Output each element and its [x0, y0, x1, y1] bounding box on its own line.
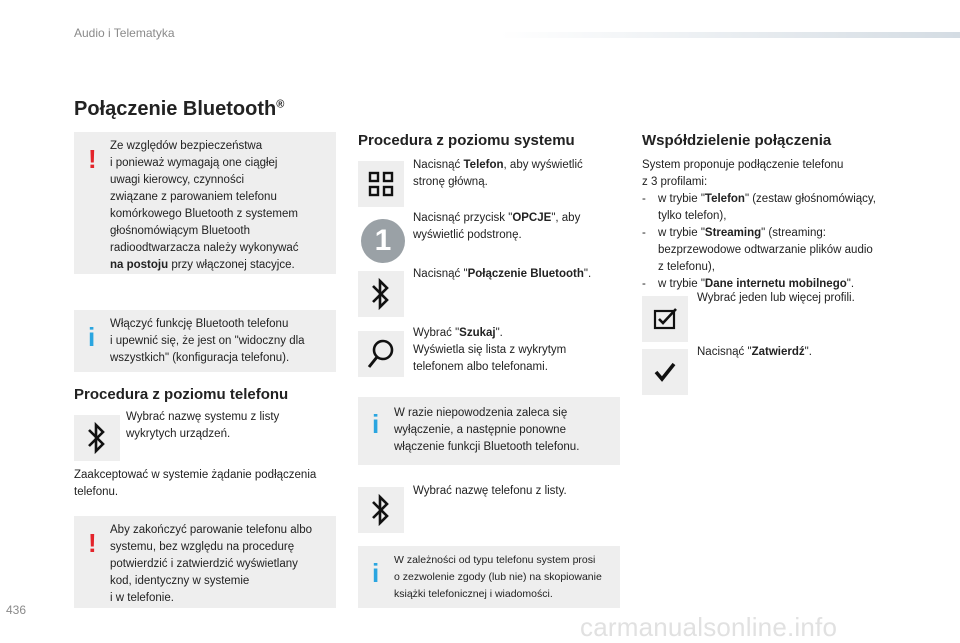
info-text-failure: W razie niepowodzenia zaleca się wyłączenie, a następnie ponowne włączenie funkcji Bluetooth telefonu. — [394, 407, 580, 453]
heading-connection-sharing: Współdzielenie połączenia — [642, 132, 832, 149]
right-step-choose-profiles: Wybrać jeden lub więcej profili. — [697, 292, 855, 304]
heading-system-procedure: Procedura z poziomu systemu — [358, 132, 575, 149]
warning-icon: ! — [88, 528, 97, 558]
system-step-search: Wybrać "Szukaj". Wyświetla się lista z wykrytym telefonem albo telefonami. — [413, 327, 567, 373]
checkmark-icon — [653, 361, 677, 383]
phone-step-accept-request: Zaakceptować w systemie żądanie podłączenia telefonu. — [74, 469, 317, 498]
profile-item-telephone: - w trybie "Telefon" (zestaw głośnomówiący, tylko telefon), — [642, 193, 877, 222]
section-header: Audio i Telematyka — [74, 26, 175, 40]
info-box-failure — [358, 397, 620, 465]
system-step-bluetooth-connection: Nacisnąć "Połączenie Bluetooth". — [413, 268, 592, 280]
warning-icon: ! — [88, 144, 97, 174]
search-icon — [366, 338, 396, 370]
heading-phone-procedure: Procedura z poziomu telefonu — [74, 386, 289, 403]
bluetooth-icon — [370, 493, 392, 527]
system-step-options: Nacisnąć przycisk "OPCJE", aby wyświetlić podstronę. — [413, 212, 581, 241]
step-number-badge: 1 — [361, 219, 405, 263]
warning-box-pairing-code — [74, 516, 336, 608]
right-step-confirm: Nacisnąć "Zatwierdź". — [697, 346, 812, 358]
system-step-select-phone: Wybrać nazwę telefonu z listy. — [413, 485, 567, 497]
info-text-enable-bluetooth: Włączyć funkcję Bluetooth telefonu i upewnić się, że jest on "widoczny dla wszystkich" (konfiguracja telefonu). — [110, 318, 305, 364]
bluetooth-tile — [358, 487, 404, 533]
warning-text-safety: Ze względów bezpieczeństwa i ponieważ wymagają one ciągłej uwagi kierowcy, czynności związane z parowaniem telefonu komórkowego Bluetooth z systemem głośnomówiącym Bluetooth radioodtwarzacza należy wykonywać na postoju przy włączonej stacyjce. — [110, 140, 299, 271]
system-step-telephone: Nacisnąć Telefon, aby wyświetlić stronę główną. — [413, 159, 583, 188]
profile-item-mobile-data: - w trybie "Dane internetu mobilnego". — [642, 278, 855, 290]
grid-icon — [368, 171, 394, 197]
profile-item-streaming: - w trybie "Streaming" (streaming: bezprzewodowe odtwarzanie plików audio z telefonu), — [642, 227, 873, 273]
phone-step-select-system: Wybrać nazwę systemu z listy wykrytych urządzeń. — [126, 411, 280, 440]
profiles-description: System proponuje podłączenie telefonu z 3 profilami: - w trybie "Telefon" (zestaw głośnomówiący, tylko telefon), - w trybie "Streaming" (streaming: bezprzewodowe odtwarzanie plików audio z telefonu), - w trybie "Dane internetu mobilnego". — [642, 157, 942, 293]
bluetooth-icon — [370, 277, 392, 311]
page-title: Połączenie Bluetooth® — [74, 98, 285, 120]
checkbox-list-icon — [652, 306, 678, 332]
confirm-tile — [642, 349, 688, 395]
watermark: carmanualsonline.info — [580, 612, 838, 642]
page-number: 436 — [6, 603, 27, 617]
telephone-menu-tile — [358, 161, 404, 207]
profile-select-tile — [642, 296, 688, 342]
search-tile — [358, 331, 404, 377]
warning-box-safety — [74, 132, 336, 274]
info-text-phonebook: W zależności od typu telefonu system prosi o zezwolenie zgody (lub nie) na skopiowanie książki telefonicznej i wiadomości. — [394, 554, 602, 600]
info-icon: i — [88, 322, 96, 352]
info-icon: i — [372, 558, 380, 588]
bluetooth-tile — [74, 415, 120, 461]
info-icon: i — [372, 409, 380, 439]
info-box-phonebook — [358, 546, 620, 608]
bluetooth-icon — [86, 421, 108, 455]
bluetooth-tile — [358, 271, 404, 317]
info-box-enable-bluetooth — [74, 310, 336, 372]
header-divider — [500, 32, 960, 38]
warning-text-pairing-code: Aby zakończyć parowanie telefonu albo systemu, bez względu na procedurę potwierdzić i zatwierdzić wyświetlany kod, identyczny w systemie i w telefonie. — [110, 524, 313, 604]
